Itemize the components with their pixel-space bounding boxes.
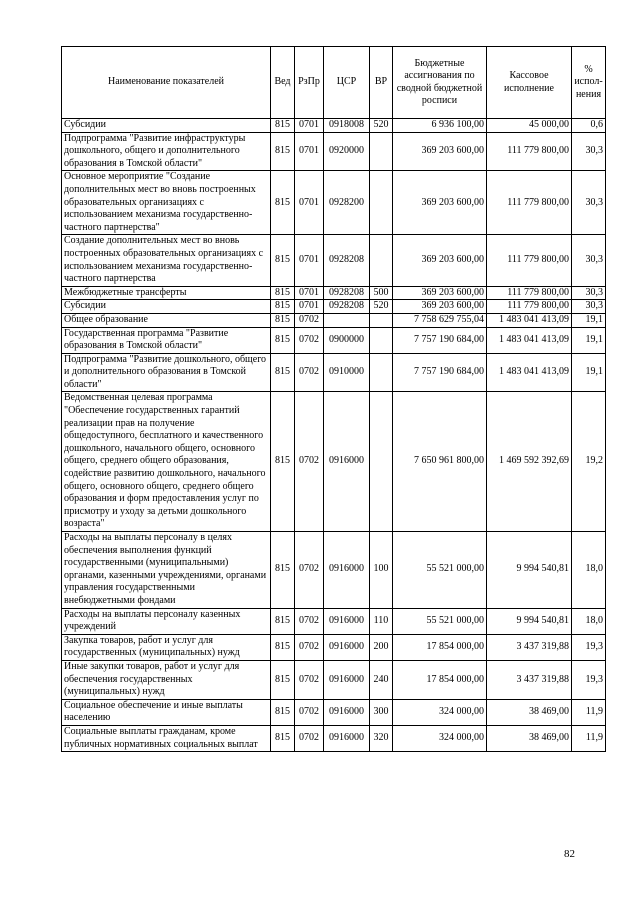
cell-rzpr: 0702 bbox=[295, 660, 324, 699]
table-row bbox=[62, 660, 606, 699]
cell-assign: 324 000,00 bbox=[393, 725, 487, 751]
cell-csr: 0910000 bbox=[324, 353, 370, 392]
cell-csr: 0916000 bbox=[324, 634, 370, 660]
cell-rzpr: 0702 bbox=[295, 725, 324, 751]
cell-csr: 0916000 bbox=[324, 532, 370, 609]
cell-ved: 815 bbox=[271, 353, 295, 392]
table-row bbox=[62, 725, 606, 751]
cell-assign: 7 757 190 684,00 bbox=[393, 327, 487, 353]
cell-cash: 1 483 041 413,09 bbox=[487, 313, 572, 327]
cell-ved: 815 bbox=[271, 725, 295, 751]
cell-pct: 19,3 bbox=[572, 634, 606, 660]
cell-csr: 0928208 bbox=[324, 286, 370, 300]
table-row bbox=[62, 608, 606, 634]
cell-pct: 18,0 bbox=[572, 608, 606, 634]
cell-assign: 17 854 000,00 bbox=[393, 634, 487, 660]
col-header-csr: ЦСР bbox=[324, 47, 370, 119]
cell-assign: 7 758 629 755,04 bbox=[393, 313, 487, 327]
cell-ved: 815 bbox=[271, 634, 295, 660]
table-row bbox=[62, 132, 606, 171]
cell-ved: 815 bbox=[271, 119, 295, 133]
cell-rzpr: 0701 bbox=[295, 286, 324, 300]
cell-name: Субсидии bbox=[62, 300, 271, 314]
cell-assign: 369 203 600,00 bbox=[393, 300, 487, 314]
cell-cash: 111 779 800,00 bbox=[487, 171, 572, 235]
cell-pct: 11,9 bbox=[572, 725, 606, 751]
cell-vr: 100 bbox=[370, 532, 393, 609]
table-row bbox=[62, 313, 606, 327]
cell-csr: 0928208 bbox=[324, 300, 370, 314]
cell-csr: 0916000 bbox=[324, 725, 370, 751]
cell-ved: 815 bbox=[271, 608, 295, 634]
col-header-rzpr: РзПр bbox=[295, 47, 324, 119]
cell-ved: 815 bbox=[271, 235, 295, 286]
cell-rzpr: 0702 bbox=[295, 392, 324, 532]
cell-name: Расходы на выплаты персоналу в целях обеспечения выполнения функций государственными (муниципальными) органами, казенными учреждениями, органами управления государственными внебюджетными фондами bbox=[62, 532, 271, 609]
cell-cash: 111 779 800,00 bbox=[487, 300, 572, 314]
cell-cash: 3 437 319,88 bbox=[487, 660, 572, 699]
cell-csr: 0918008 bbox=[324, 119, 370, 133]
cell-vr: 110 bbox=[370, 608, 393, 634]
cell-pct: 30,3 bbox=[572, 132, 606, 171]
cell-ved: 815 bbox=[271, 699, 295, 725]
cell-rzpr: 0702 bbox=[295, 634, 324, 660]
cell-csr: 0920000 bbox=[324, 132, 370, 171]
cell-csr bbox=[324, 313, 370, 327]
cell-vr: 500 bbox=[370, 286, 393, 300]
cell-rzpr: 0702 bbox=[295, 532, 324, 609]
page-number: 82 bbox=[564, 848, 575, 860]
cell-ved: 815 bbox=[271, 171, 295, 235]
cell-rzpr: 0702 bbox=[295, 608, 324, 634]
cell-rzpr: 0701 bbox=[295, 132, 324, 171]
cell-pct: 19,2 bbox=[572, 392, 606, 532]
cell-assign: 7 757 190 684,00 bbox=[393, 353, 487, 392]
cell-csr: 0916000 bbox=[324, 608, 370, 634]
table-row bbox=[62, 327, 606, 353]
cell-pct: 30,3 bbox=[572, 286, 606, 300]
cell-rzpr: 0702 bbox=[295, 313, 324, 327]
cell-rzpr: 0702 bbox=[295, 699, 324, 725]
cell-name: Расходы на выплаты персоналу казенных учреждений bbox=[62, 608, 271, 634]
cell-name: Ведомственная целевая программа "Обеспечение государственных гарантий реализации прав на получение общедоступного, бесплатного и качественного дошкольного, начального общего, основного общего, среднего общего образования, содействие развитию дошкольного, начального общего, основного общего, среднего общего образования и форм предоставления услуг по присмотру и уходу за детьми дошкольного возраста" bbox=[62, 392, 271, 532]
cell-name: Закупка товаров, работ и услуг для государственных (муниципальных) нужд bbox=[62, 634, 271, 660]
col-header-cash: Кассовое исполнение bbox=[487, 47, 572, 119]
cell-ved: 815 bbox=[271, 327, 295, 353]
table-row bbox=[62, 634, 606, 660]
cell-rzpr: 0701 bbox=[295, 235, 324, 286]
cell-vr bbox=[370, 171, 393, 235]
cell-vr: 520 bbox=[370, 119, 393, 133]
cell-rzpr: 0702 bbox=[295, 327, 324, 353]
table-row bbox=[62, 286, 606, 300]
cell-vr: 300 bbox=[370, 699, 393, 725]
cell-pct: 18,0 bbox=[572, 532, 606, 609]
cell-cash: 9 994 540,81 bbox=[487, 532, 572, 609]
cell-pct: 11,9 bbox=[572, 699, 606, 725]
cell-name: Создание дополнительных мест во вновь построенных образовательных организациях с использованием механизма государственно-частного партнерства bbox=[62, 235, 271, 286]
cell-pct: 30,3 bbox=[572, 235, 606, 286]
cell-pct: 19,1 bbox=[572, 327, 606, 353]
cell-ved: 815 bbox=[271, 300, 295, 314]
table-row bbox=[62, 235, 606, 286]
cell-cash: 38 469,00 bbox=[487, 725, 572, 751]
cell-rzpr: 0701 bbox=[295, 300, 324, 314]
cell-cash: 111 779 800,00 bbox=[487, 286, 572, 300]
cell-vr bbox=[370, 313, 393, 327]
cell-vr bbox=[370, 392, 393, 532]
col-header-pct: % испол-нения bbox=[572, 47, 606, 119]
cell-pct: 19,1 bbox=[572, 353, 606, 392]
cell-csr: 0916000 bbox=[324, 699, 370, 725]
cell-name: Субсидии bbox=[62, 119, 271, 133]
cell-vr: 320 bbox=[370, 725, 393, 751]
cell-cash: 1 469 592 392,69 bbox=[487, 392, 572, 532]
cell-assign: 369 203 600,00 bbox=[393, 132, 487, 171]
cell-ved: 815 bbox=[271, 313, 295, 327]
cell-rzpr: 0702 bbox=[295, 353, 324, 392]
cell-ved: 815 bbox=[271, 286, 295, 300]
cell-cash: 45 000,00 bbox=[487, 119, 572, 133]
table-row bbox=[62, 532, 606, 609]
cell-name: Социальное обеспечение и иные выплаты населению bbox=[62, 699, 271, 725]
cell-assign: 369 203 600,00 bbox=[393, 171, 487, 235]
cell-name: Подпрограмма "Развитие инфраструктуры дошкольного, общего и дополнительного образования в Томской области" bbox=[62, 132, 271, 171]
cell-vr bbox=[370, 353, 393, 392]
cell-assign: 55 521 000,00 bbox=[393, 608, 487, 634]
cell-ved: 815 bbox=[271, 660, 295, 699]
cell-name: Общее образование bbox=[62, 313, 271, 327]
cell-assign: 369 203 600,00 bbox=[393, 286, 487, 300]
cell-pct: 19,3 bbox=[572, 660, 606, 699]
table-row bbox=[62, 353, 606, 392]
table-row bbox=[62, 699, 606, 725]
cell-assign: 7 650 961 800,00 bbox=[393, 392, 487, 532]
cell-csr: 0928208 bbox=[324, 235, 370, 286]
budget-execution-table bbox=[61, 46, 606, 752]
cell-cash: 111 779 800,00 bbox=[487, 235, 572, 286]
cell-name: Подпрограмма "Развитие дошкольного, общего и дополнительного образования в Томской области" bbox=[62, 353, 271, 392]
table-row bbox=[62, 171, 606, 235]
cell-vr bbox=[370, 235, 393, 286]
cell-vr: 200 bbox=[370, 634, 393, 660]
cell-vr: 520 bbox=[370, 300, 393, 314]
cell-assign: 55 521 000,00 bbox=[393, 532, 487, 609]
cell-ved: 815 bbox=[271, 392, 295, 532]
cell-name: Межбюджетные трансферты bbox=[62, 286, 271, 300]
cell-vr bbox=[370, 132, 393, 171]
header-row bbox=[62, 47, 606, 119]
table-body bbox=[62, 119, 606, 752]
table-row bbox=[62, 392, 606, 532]
table-row bbox=[62, 300, 606, 314]
cell-cash: 3 437 319,88 bbox=[487, 634, 572, 660]
cell-name: Государственная программа "Развитие образования в Томской области" bbox=[62, 327, 271, 353]
cell-assign: 17 854 000,00 bbox=[393, 660, 487, 699]
cell-pct: 30,3 bbox=[572, 300, 606, 314]
cell-name: Социальные выплаты гражданам, кроме публичных нормативных социальных выплат bbox=[62, 725, 271, 751]
col-header-ved: Вед bbox=[271, 47, 295, 119]
cell-pct: 0,6 bbox=[572, 119, 606, 133]
cell-csr: 0916000 bbox=[324, 392, 370, 532]
cell-csr: 0900000 bbox=[324, 327, 370, 353]
cell-pct: 30,3 bbox=[572, 171, 606, 235]
cell-csr: 0928200 bbox=[324, 171, 370, 235]
col-header-vr: ВР bbox=[370, 47, 393, 119]
cell-csr: 0916000 bbox=[324, 660, 370, 699]
table-row bbox=[62, 119, 606, 133]
col-header-assign: Бюджетные ассигнования по сводной бюджетной росписи bbox=[393, 47, 487, 119]
cell-cash: 1 483 041 413,09 bbox=[487, 353, 572, 392]
cell-vr: 240 bbox=[370, 660, 393, 699]
cell-assign: 6 936 100,00 bbox=[393, 119, 487, 133]
cell-cash: 38 469,00 bbox=[487, 699, 572, 725]
cell-cash: 1 483 041 413,09 bbox=[487, 327, 572, 353]
cell-ved: 815 bbox=[271, 532, 295, 609]
cell-pct: 19,1 bbox=[572, 313, 606, 327]
cell-name: Основное мероприятие "Создание дополнительных мест во вновь построенных образовательных организациях с использованием механизма государственно-частного партнерства" bbox=[62, 171, 271, 235]
cell-cash: 9 994 540,81 bbox=[487, 608, 572, 634]
cell-assign: 369 203 600,00 bbox=[393, 235, 487, 286]
cell-assign: 324 000,00 bbox=[393, 699, 487, 725]
cell-rzpr: 0701 bbox=[295, 119, 324, 133]
cell-ved: 815 bbox=[271, 132, 295, 171]
col-header-name: Наименование показателей bbox=[62, 47, 271, 119]
cell-cash: 111 779 800,00 bbox=[487, 132, 572, 171]
cell-vr bbox=[370, 327, 393, 353]
cell-name: Иные закупки товаров, работ и услуг для обеспечения государственных (муниципальных) нужд bbox=[62, 660, 271, 699]
cell-rzpr: 0701 bbox=[295, 171, 324, 235]
